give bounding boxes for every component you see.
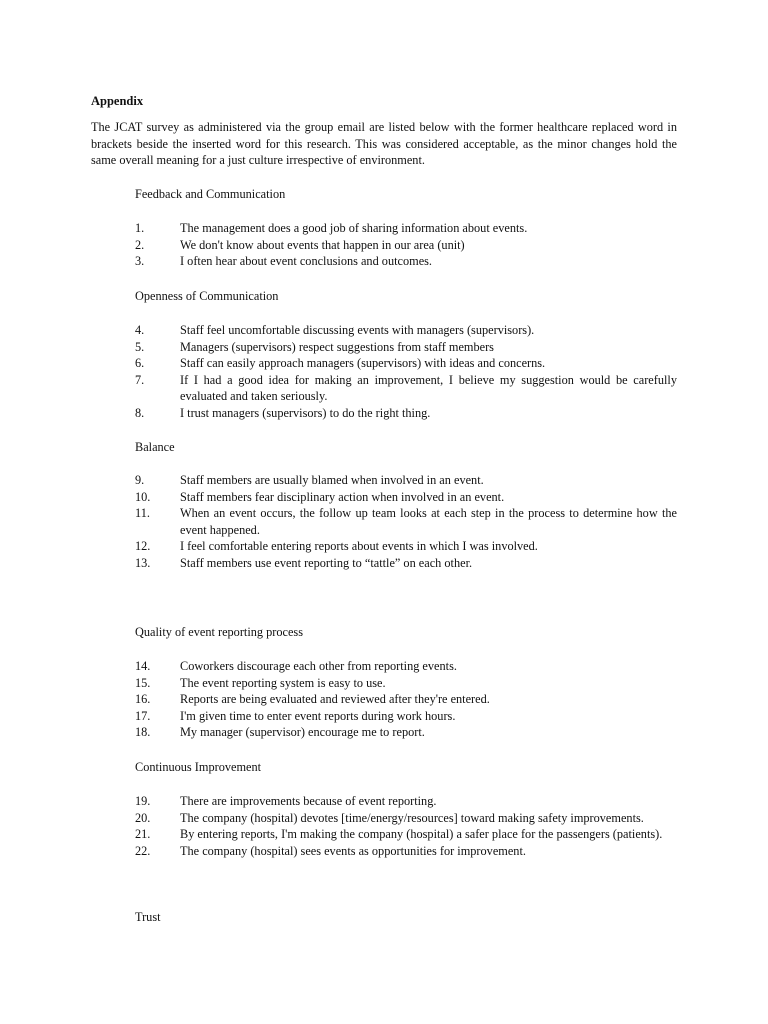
item-text: I trust managers (supervisors) to do the right thing. (180, 405, 431, 420)
list-item (135, 505, 677, 538)
item-text: My manager (supervisor) encourage me to report. (180, 725, 425, 739)
item-number: 1. (135, 221, 145, 235)
list-item (135, 555, 677, 572)
list-item (135, 405, 677, 422)
item-text: Staff members are usually blamed when involved in an event. (180, 473, 484, 487)
item-text: Staff members fear disciplinary action when involved in an event. (180, 489, 505, 504)
item-text: If I had a good idea for making an improvement, I believe my suggestion would be carefully evaluated and taken seriously. (180, 372, 677, 403)
item-number: 14. (135, 659, 151, 673)
item-text: Staff members use event reporting to “tattle” on each other. (180, 555, 473, 570)
list-item (135, 658, 677, 675)
list-item (135, 810, 677, 827)
item-number: 20. (135, 810, 151, 825)
item-text: Staff feel uncomfortable discussing events with managers (supervisors). (180, 323, 535, 337)
item-number: 7. (135, 372, 145, 387)
item-text: Staff can easily approach managers (supervisors) with ideas and concerns. (180, 356, 546, 370)
item-number: 18. (135, 725, 151, 739)
list-item (135, 675, 677, 692)
list-item (135, 355, 677, 372)
item-number: 17. (135, 708, 151, 723)
list-item (135, 372, 677, 405)
item-text: The event reporting system is easy to use. (180, 675, 386, 690)
item-number: 5. (135, 339, 145, 354)
item-text: Reports are being evaluated and reviewed after they're entered. (180, 692, 490, 706)
intro-paragraph: The JCAT survey as administered via the group email are listed below with the former healthcare replaced word in brackets beside the inserted word for this research. This was considered acceptable, as the minor changes hold the same overall meaning for a just culture irrespective of environment. (91, 120, 677, 167)
item-number: 10. (135, 489, 151, 504)
list-item (135, 826, 677, 843)
section-title-openness: Openness of Communication (135, 289, 279, 303)
list-quality (135, 658, 677, 741)
section-title-balance: Balance (135, 440, 175, 454)
list-openness (135, 322, 677, 421)
list-item (135, 691, 677, 708)
section-title-trust: Trust (135, 910, 161, 924)
item-text: I feel comfortable entering reports about events in which I was involved. (180, 539, 538, 553)
item-text: When an event occurs, the follow up team looks at each step in the process to determine how the event happened. (180, 506, 677, 537)
item-number: 8. (135, 405, 145, 420)
item-number: 6. (135, 356, 145, 370)
item-text: There are improvements because of event reporting. (180, 794, 437, 808)
section-title-quality: Quality of event reporting process (135, 625, 304, 639)
item-number: 12. (135, 539, 151, 553)
list-item (135, 793, 677, 810)
list-item (135, 843, 677, 860)
item-number: 2. (135, 237, 145, 252)
list-item (135, 724, 677, 741)
item-text: The management does a good job of sharing information about events. (180, 221, 528, 235)
item-number: 11. (135, 506, 150, 520)
page-heading: Appendix (91, 94, 144, 108)
list-item (135, 253, 677, 270)
list-item (135, 322, 677, 339)
item-number: 16. (135, 692, 151, 706)
list-item (135, 489, 677, 506)
item-number: 3. (135, 254, 145, 268)
item-text: By entering reports, I'm making the company (hospital) a safer place for the passengers (patients). (180, 827, 663, 841)
item-text: I'm given time to enter event reports during work hours. (180, 708, 456, 723)
list-item (135, 472, 677, 489)
item-number: 19. (135, 794, 151, 808)
list-item (135, 237, 677, 254)
item-text: We don't know about events that happen in our area (unit) (180, 237, 465, 252)
list-item (135, 339, 677, 356)
list-balance (135, 472, 677, 571)
item-number: 4. (135, 323, 145, 337)
item-text: Managers (supervisors) respect suggestions from staff members (180, 339, 494, 354)
item-text: The company (hospital) sees events as opportunities for improvement. (180, 843, 526, 858)
item-text: Coworkers discourage each other from reporting events. (180, 659, 457, 673)
list-item (135, 708, 677, 725)
item-text: The company (hospital) devotes [time/energy/resources] toward making safety improvements. (180, 810, 644, 825)
item-text: I often hear about event conclusions and outcomes. (180, 254, 433, 268)
item-number: 15. (135, 675, 151, 690)
list-item (135, 220, 677, 237)
section-title-feedback: Feedback and Communication (135, 187, 286, 201)
item-number: 22. (135, 843, 151, 858)
list-item (135, 538, 677, 555)
item-number: 9. (135, 473, 145, 487)
list-feedback (135, 220, 677, 270)
item-number: 13. (135, 555, 151, 570)
item-number: 21. (135, 827, 151, 841)
section-title-improvement: Continuous Improvement (135, 760, 262, 774)
list-improvement (135, 793, 677, 859)
